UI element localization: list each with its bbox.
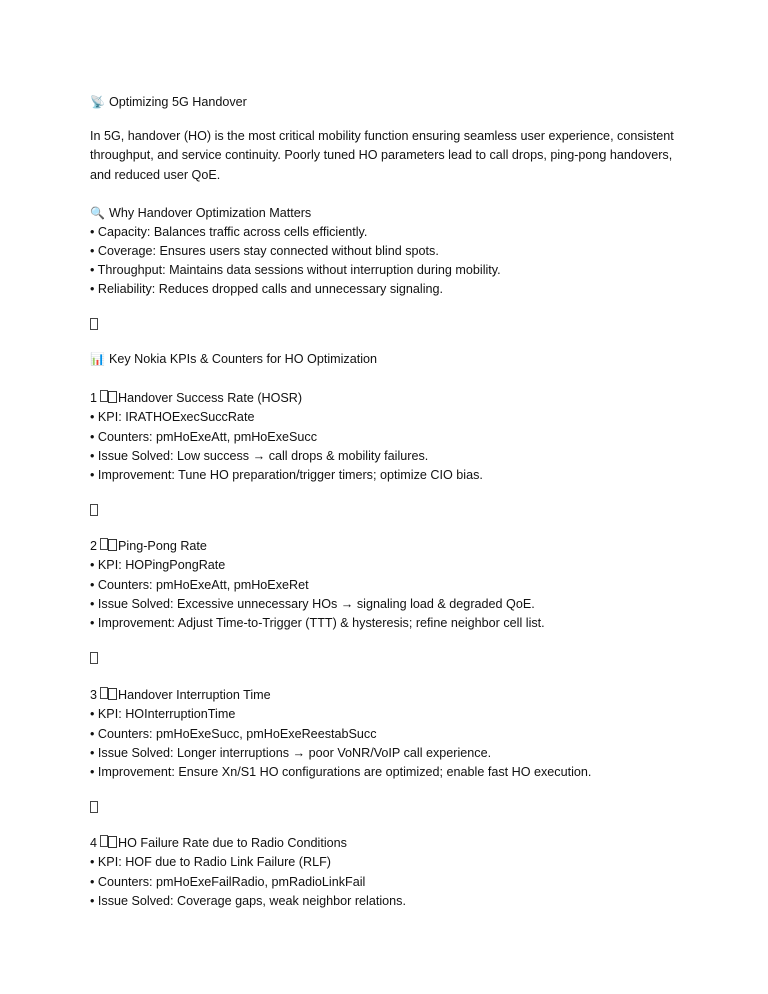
list-item: [90, 557, 225, 573]
missing-glyph: [100, 835, 108, 847]
magnifier-icon: 🔍: [90, 206, 105, 220]
doc-title: [90, 94, 247, 110]
list-item: [90, 615, 545, 631]
section-heading: [90, 835, 347, 851]
list-item: [90, 745, 491, 761]
list-item: [90, 596, 535, 612]
list-item: [90, 893, 406, 909]
section-heading: [90, 390, 302, 406]
list-item-text: • Throughput: Maintains data sessions without interruption during mobility.: [90, 263, 501, 277]
list-item: [90, 243, 439, 259]
keycap-box-icon: [108, 688, 117, 700]
section-number: 1: [90, 391, 98, 405]
bar-chart-icon: 📊: [90, 352, 105, 366]
list-item-text: • Coverage: Ensures users stay connected without blind spots.: [90, 244, 439, 258]
list-item: [90, 726, 377, 742]
section-heading: [90, 538, 207, 554]
why-heading-text: Why Handover Optimization Matters: [108, 206, 312, 220]
list-item-text: • KPI: HOInterruptionTime: [90, 707, 236, 722]
list-item-text: • Counters: pmHoExeAtt, pmHoExeSucc: [90, 429, 317, 444]
keycap-box-icon: [108, 539, 117, 551]
intro-line-text: throughput, and service continuity. Poorly tuned HO parameters lead to call drops, ping-pong handovers,: [90, 148, 673, 162]
missing-glyph: [100, 687, 108, 699]
missing-glyph: [90, 652, 98, 664]
list-item-text: • KPI: IRATHOExecSuccRate: [90, 410, 255, 425]
section-title: Handover Interruption Time: [118, 688, 271, 702]
intro-line-text: In 5G, handover (HO) is the most critical mobility function ensuring seamless user experience, consistent: [90, 129, 674, 143]
list-item: [90, 577, 309, 593]
list-item-text: • Issue Solved: Coverage gaps, weak neighbor relations.: [90, 893, 406, 908]
section-title: Handover Success Rate (HOSR): [118, 391, 303, 405]
list-item-text: • Improvement: Ensure Xn/S1 HO configurations are optimized; enable fast HO execution.: [90, 765, 592, 780]
list-item-text: • Capacity: Balances traffic across cells efficiently.: [90, 225, 368, 239]
list-item-text: • Reliability: Reduces dropped calls and unnecessary signaling.: [90, 282, 444, 296]
list-item-text: • Issue Solved: Excessive unnecessary HOs → signaling load & degraded QoE.: [90, 596, 535, 611]
list-item-text: • Improvement: Adjust Time-to-Trigger (TTT) & hysteresis; refine neighbor cell list.: [90, 616, 545, 631]
missing-glyph-separator: [90, 504, 98, 520]
list-item: [90, 224, 367, 240]
list-item: [90, 706, 235, 722]
keycap-box-icon: [108, 836, 117, 848]
section-number: 4: [90, 836, 98, 850]
list-item: [90, 467, 483, 483]
missing-glyph: [100, 390, 108, 402]
section-title: HO Failure Rate due to Radio Conditions: [118, 836, 347, 850]
section-number: 2: [90, 539, 98, 553]
section-heading: [90, 687, 271, 703]
list-item-text: • Improvement: Tune HO preparation/trigger timers; optimize CIO bias.: [90, 468, 483, 483]
list-item: [90, 429, 317, 445]
intro-line: [90, 147, 672, 163]
doc-title-text: Optimizing 5G Handover: [108, 95, 247, 109]
list-item: [90, 281, 443, 297]
list-item-text: • Issue Solved: Longer interruptions → poor VoNR/VoIP call experience.: [90, 745, 492, 760]
section-number: 3: [90, 688, 98, 702]
intro-line: [90, 128, 674, 144]
missing-glyph: [90, 801, 98, 813]
list-item: [90, 764, 591, 780]
intro-line: [90, 167, 220, 183]
list-item: [90, 262, 501, 278]
missing-glyph-separator: [90, 652, 98, 668]
list-item: [90, 854, 331, 870]
keycap-box-icon: [108, 391, 117, 403]
list-item: [90, 448, 428, 464]
list-item-text: • KPI: HOPingPongRate: [90, 558, 226, 573]
list-item-text: • Counters: pmHoExeFailRadio, pmRadioLinkFail: [90, 874, 366, 889]
kpi-heading-text: Key Nokia KPIs & Counters for HO Optimization: [108, 352, 378, 366]
list-item: [90, 874, 365, 890]
list-item-text: • Counters: pmHoExeSucc, pmHoExeReestabSucc: [90, 726, 377, 741]
why-heading: [90, 205, 311, 221]
section-title: Ping-Pong Rate: [118, 539, 207, 553]
list-item-text: • Counters: pmHoExeAtt, pmHoExeRet: [90, 577, 309, 592]
intro-line-text: and reduced user QoE.: [90, 168, 221, 182]
missing-glyph-separator: [90, 801, 98, 817]
missing-glyph-separator: [90, 318, 98, 334]
list-item-text: • KPI: HOF due to Radio Link Failure (RLF): [90, 855, 331, 870]
list-item-text: • Issue Solved: Low success → call drops & mobility failures.: [90, 448, 429, 463]
list-item: [90, 409, 254, 425]
missing-glyph: [100, 538, 108, 550]
missing-glyph: [90, 504, 98, 516]
kpi-heading: [90, 351, 377, 367]
satellite-dish-icon: 📡: [90, 95, 105, 109]
missing-glyph: [90, 318, 98, 330]
